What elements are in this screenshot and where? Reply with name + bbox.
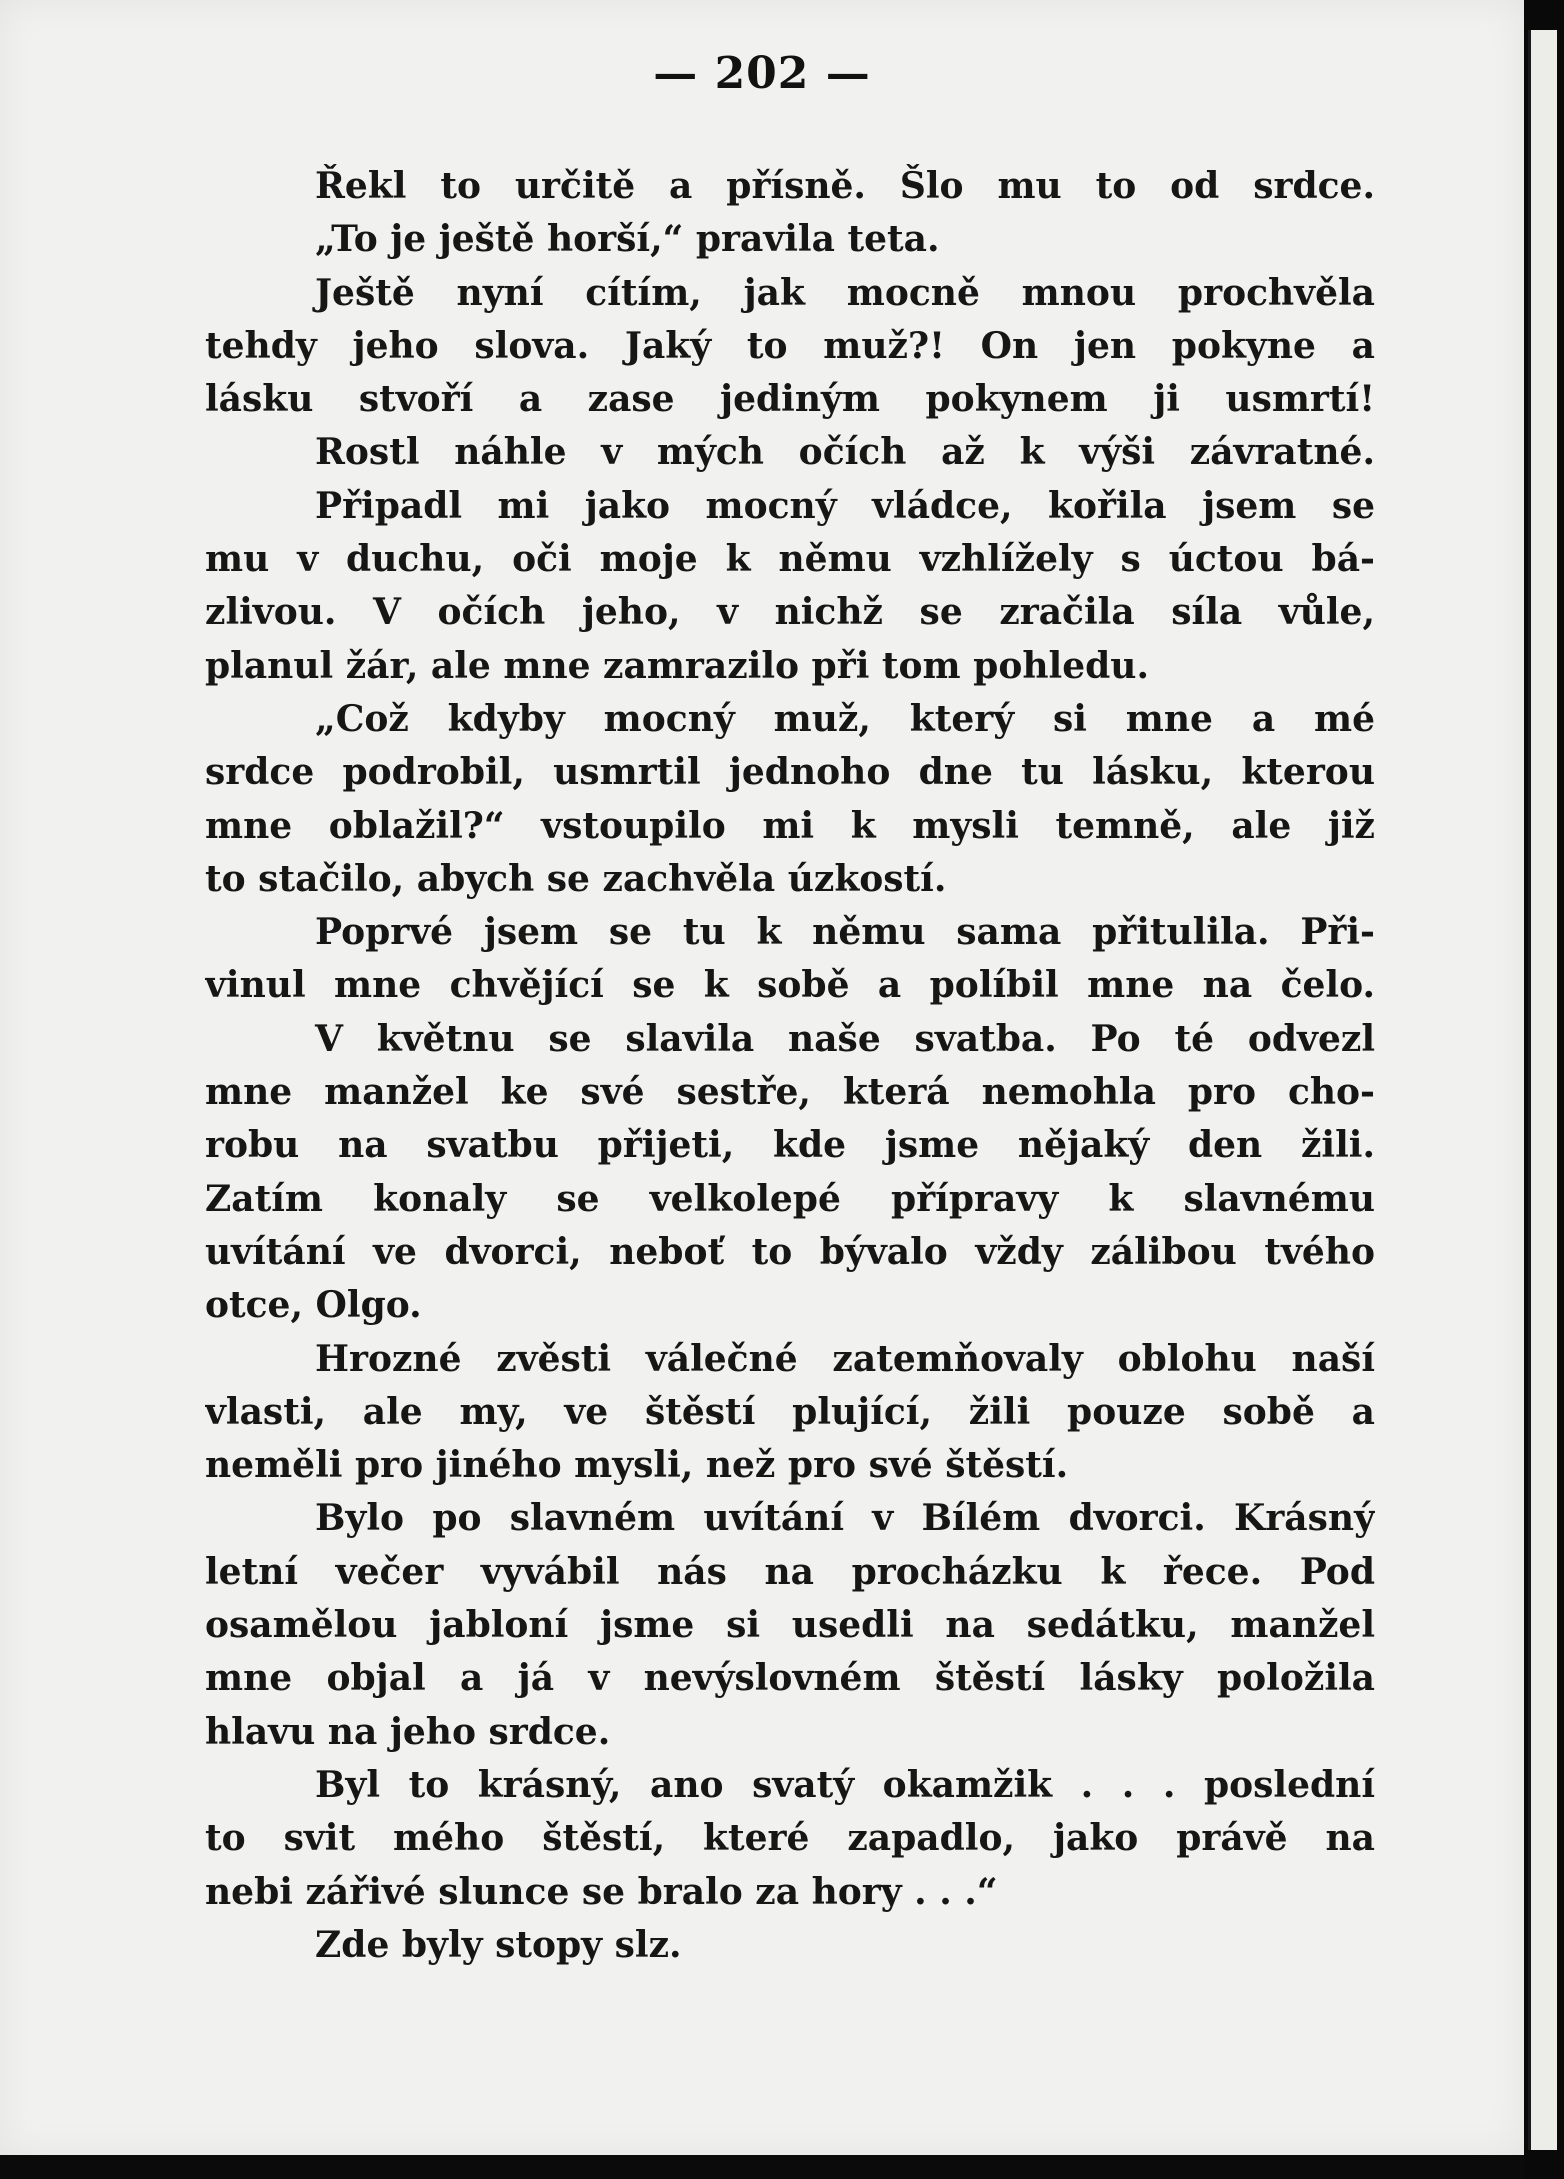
text-line: tehdy jeho slova. Jaký to muž?! On jen pokyne a	[205, 324, 1375, 367]
text-line: Byl to krásný, ano svatý okamžik . . . poslední	[315, 1763, 1375, 1806]
page-number: — 202 —	[653, 48, 871, 99]
text-line: lásku stvoří a zase jediným pokynem ji usmrtí!	[205, 378, 1375, 421]
text-line: nebi zářivé slunce se bralo za hory . . .“	[205, 1870, 998, 1913]
text-line: mu v duchu, oči moje k němu vzhlížely s úctou bá-	[205, 538, 1375, 581]
text-line: to svit mého štěstí, které zapadlo, jako právě na	[205, 1817, 1375, 1860]
text-line: vlasti, ale my, ve štěstí plující, žili pouze sobě a	[205, 1390, 1375, 1433]
text-line: otce, Olgo.	[205, 1284, 422, 1327]
text-line: letní večer vyvábil nás na procházku k řece. Pod	[205, 1550, 1375, 1593]
text-line: mne oblažil?“ vstoupilo mi k mysli temně, ale již	[205, 804, 1375, 847]
text-line: „Což kdyby mocný muž, který si mne a mé	[315, 697, 1375, 740]
text-line: neměli pro jiného mysli, než pro své štěstí.	[205, 1444, 1069, 1487]
text-line: Zatím konaly se velkolepé přípravy k slavnému	[205, 1177, 1375, 1220]
text-line: Poprvé jsem se tu k němu sama přitulila. Při-	[315, 911, 1375, 954]
page-body-text	[205, 160, 1375, 1972]
text-line: Ještě nyní cítím, jak mocně mnou prochvěla	[315, 271, 1375, 314]
text-line: Zde byly stopy slz.	[315, 1923, 682, 1966]
text-line: hlavu na jeho srdce.	[205, 1710, 611, 1753]
text-line: Řekl to určitě a přísně. Šlo mu to od srdce.	[315, 165, 1375, 207]
text-line: Rostl náhle v mých očích až k výši závratné.	[315, 431, 1375, 474]
text-line: planul žár, ale mne zamrazilo při tom pohledu.	[205, 644, 1149, 687]
text-line: mne manžel ke své sestře, která nemohla pro cho-	[205, 1071, 1375, 1114]
text-line: V květnu se slavila naše svatba. Po té odvezl	[315, 1017, 1375, 1060]
text-line: srdce podrobil, usmrtil jednoho dne tu lásku, kterou	[205, 751, 1375, 794]
text-line: zlivou. V očích jeho, v nichž se zračila síla vůle,	[205, 591, 1375, 634]
text-line: osamělou jabloní jsme si usedli na sedátku, manžel	[205, 1604, 1375, 1647]
text-line: Hrozné zvěsti válečné zatemňovaly oblohu naší	[315, 1337, 1375, 1380]
text-line: vinul mne chvějící se k sobě a políbil mne na čelo.	[205, 964, 1375, 1007]
text-line: robu na svatbu přijeti, kde jsme nějaký den žili.	[205, 1124, 1375, 1167]
text-line: uvítání ve dvorci, neboť to bývalo vždy zálibou tvého	[205, 1230, 1375, 1273]
text-line: to stačilo, abych se zachvěla úzkostí.	[205, 857, 947, 900]
text-line: Bylo po slavném uvítání v Bílém dvorci. Krásný	[315, 1497, 1375, 1540]
text-line: Připadl mi jako mocný vládce, kořila jsem se	[315, 484, 1375, 527]
text-line: mne objal a já v nevýslovném štěstí lásky položila	[205, 1657, 1375, 1700]
text-line: „To je ještě horší,“ pravila teta.	[315, 218, 940, 261]
adjacent-page-edge	[1528, 30, 1557, 2150]
